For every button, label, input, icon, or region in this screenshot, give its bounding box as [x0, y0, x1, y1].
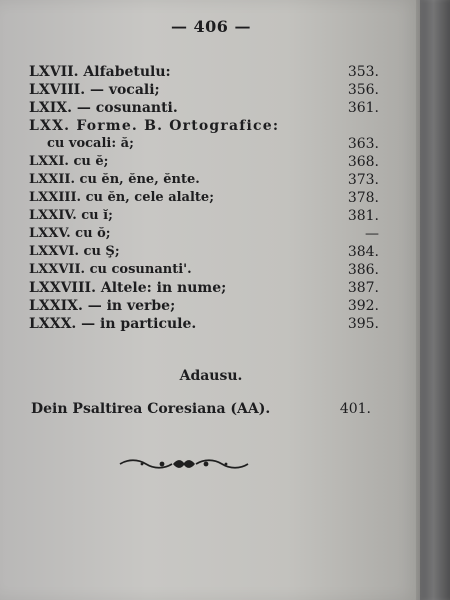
contents-entry: [29, 225, 379, 243]
contents-entry: [29, 243, 379, 261]
contents-entry-page: 368.: [347, 154, 379, 170]
contents-entry-page: 373.: [347, 172, 379, 188]
contents-entry-label: LXXI. cu ĕ;: [29, 154, 109, 169]
contents-entry-page: 353.: [347, 64, 379, 80]
contents-entry: [29, 279, 379, 297]
contents-entry-label: LXVII. Alfabetulu:: [29, 64, 171, 80]
contents-entry-label: LXIX. — cosunanti.: [29, 100, 178, 116]
contents-entry-page: 392.: [347, 298, 379, 314]
contents-entry-page: 361.: [347, 100, 379, 116]
ornament-icon: [118, 454, 250, 472]
appendix-entry: [31, 400, 371, 418]
contents-entry-page: 356.: [347, 82, 379, 98]
appendix-heading: Adausu.: [179, 368, 243, 384]
contents-entry-page: 395.: [347, 316, 379, 332]
contents-entry-page: —: [365, 226, 379, 242]
contents-entry-label: LXXVII. cu cosunanti'.: [29, 262, 192, 277]
contents-entry: [29, 261, 379, 279]
contents-entry: [29, 117, 379, 135]
contents-entry-page: 381.: [347, 208, 379, 224]
contents-entry: [29, 207, 379, 225]
contents-entry: [29, 189, 379, 207]
contents-entry-page: 387.: [347, 280, 379, 296]
page-number: — 406 —: [170, 17, 252, 36]
contents-entry: [29, 135, 379, 153]
contents-entry-label: LXX. Forme. B. Ortografice:: [29, 118, 280, 134]
contents-entry-label: LXXV. cu ŏ;: [29, 226, 111, 241]
contents-entry-page: 363.: [347, 136, 379, 152]
contents-entry-label: LXXX. — in particule.: [29, 316, 197, 332]
contents-entry-page: 386.: [347, 262, 379, 278]
contents-entry: [29, 63, 379, 81]
contents-entry-label: LXXVI. cu Ş;: [29, 244, 120, 259]
contents-entry-label: LXXIX. — in verbe;: [29, 298, 176, 314]
book-binding: [420, 0, 450, 600]
contents-entry-label: cu vocali: ă;: [47, 136, 134, 151]
contents-entry-label: LXXIV. cu ĭ;: [29, 208, 113, 223]
contents-entry: [29, 81, 379, 99]
ornament-graphic: [118, 454, 250, 472]
contents-list: [29, 63, 379, 333]
contents-entry: [29, 315, 379, 333]
contents-entry: [29, 297, 379, 315]
contents-entry-label: LXXVIII. Altele: in nume;: [29, 280, 227, 296]
contents-entry-page: 384.: [347, 244, 379, 260]
contents-entry-page: 378.: [347, 190, 379, 206]
contents-entry-label: LXVIII. — vocali;: [29, 82, 160, 98]
appendix-label: Dein Psaltirea Coresiana (AA).: [31, 401, 271, 417]
appendix-page: 401.: [339, 401, 371, 417]
contents-entry: [29, 171, 379, 189]
contents-entry-label: LXXIII. cu ĕn, cele alalte;: [29, 190, 214, 205]
contents-entry-label: LXXII. cu ĕn, ĕne, ĕnte.: [29, 172, 200, 187]
contents-entry: [29, 99, 379, 117]
contents-entry: [29, 153, 379, 171]
